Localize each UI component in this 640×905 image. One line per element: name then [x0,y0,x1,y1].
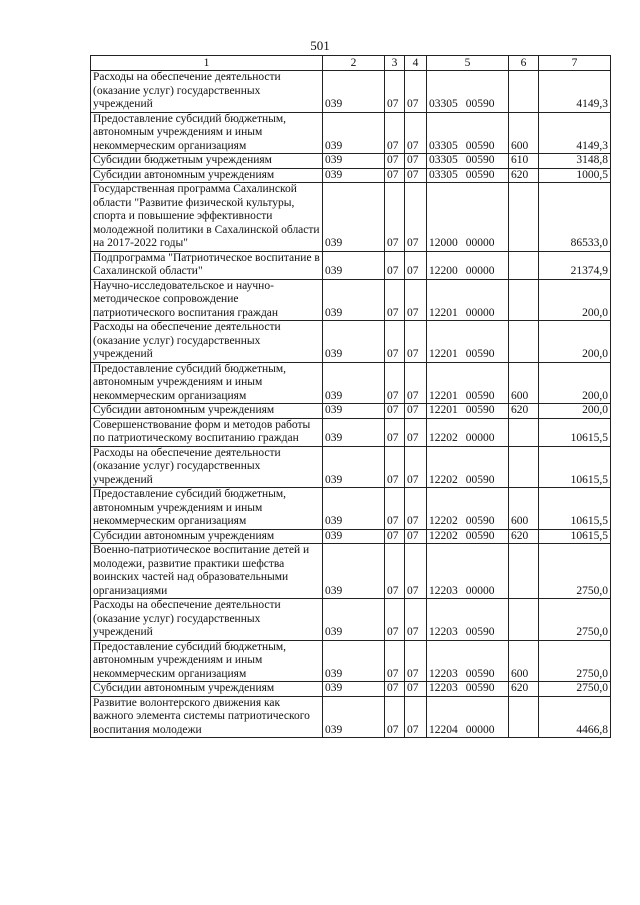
table-row [91,321,611,363]
row-target-code-program: 12201 [429,348,458,360]
row-code-6 [509,321,539,363]
row-code-2: 039 [323,112,385,154]
row-amount: 2750,0 [539,682,611,697]
header-row [91,56,611,71]
row-code-3: 07 [385,640,405,682]
row-description: Предоставление субсидий бюджетным, автономным учреждениям и иным некоммерческим организациям [91,112,323,154]
row-description: Субсидии автономным учреждениям [91,682,323,697]
row-target-code [427,71,509,113]
row-amount: 200,0 [539,362,611,404]
row-target-code-direction: 00590 [465,389,495,402]
row-code-4: 07 [405,168,427,183]
row-code-4: 07 [405,682,427,697]
row-target-code-direction: 00590 [465,529,495,542]
row-code-2: 039 [323,251,385,279]
row-target-code [427,321,509,363]
row-target-code-program: 12203 [429,682,458,694]
row-code-4: 07 [405,321,427,363]
row-description: Предоставление субсидий бюджетным, автономным учреждениям и иным некоммерческим организациям [91,362,323,404]
row-target-code-program: 12201 [429,389,458,402]
column-header-5: 5 [427,56,509,71]
row-target-code-direction: 00590 [465,473,495,486]
row-target-code [427,640,509,682]
row-description: Научно-исследовательское и научно-методическое сопровождение патриотического воспитания граждан [91,279,323,321]
row-code-6: 620 [509,168,539,183]
table-row [91,682,611,697]
row-target-code-program: 12202 [429,515,458,527]
row-target-code [427,404,509,419]
row-target-code-direction: 00590 [465,515,495,527]
row-code-3: 07 [385,71,405,113]
row-code-3: 07 [385,446,405,488]
row-code-6: 600 [509,488,539,530]
row-code-6 [509,251,539,279]
row-target-code-program: 03305 [429,168,458,181]
row-code-3: 07 [385,183,405,252]
row-target-code [427,529,509,544]
column-header-6: 6 [509,56,539,71]
row-code-2: 039 [323,418,385,446]
row-code-2: 039 [323,544,385,599]
row-code-2: 039 [323,640,385,682]
budget-table [90,55,611,738]
row-description: Расходы на обеспечение деятельности (оказание услуг) государственных учреждений [91,321,323,363]
row-code-2: 039 [323,599,385,641]
row-target-code-program: 12200 [429,265,458,277]
row-code-6 [509,696,539,738]
row-amount: 4466,8 [539,696,611,738]
row-target-code [427,446,509,488]
row-description: Государственная программа Сахалинской области "Развитие физической культуры, спорта и повышение эффективности молодежной политики в Сахалинской области на 2017-2022 годы" [91,183,323,252]
row-target-code-program: 12202 [429,432,458,444]
row-description: Расходы на обеспечение деятельности (оказание услуг) государственных учреждений [91,599,323,641]
row-code-2: 039 [323,446,385,488]
row-amount: 200,0 [539,404,611,419]
table-row [91,404,611,419]
row-description: Расходы на обеспечение деятельности (оказание услуг) государственных учреждений [91,71,323,113]
row-target-code-program: 12203 [429,667,458,680]
table-row [91,154,611,169]
table-row [91,599,611,641]
row-target-code-direction: 00590 [465,98,495,110]
row-code-4: 07 [405,529,427,544]
row-target-code-direction: 00590 [465,348,495,360]
row-target-code-direction: 00000 [465,432,495,444]
row-amount: 86533,0 [539,183,611,252]
row-amount: 10615,5 [539,418,611,446]
row-code-6 [509,599,539,641]
row-code-3: 07 [385,279,405,321]
row-code-2: 039 [323,529,385,544]
row-target-code [427,154,509,169]
row-description: Субсидии автономным учреждениям [91,529,323,544]
row-description: Развитие волонтерского движения как важного элемента системы патриотического воспитания молодежи [91,696,323,738]
row-code-6 [509,446,539,488]
row-target-code-direction: 00590 [465,139,495,152]
row-amount: 10615,5 [539,529,611,544]
row-code-4: 07 [405,544,427,599]
row-description: Подпрограмма "Патриотическое воспитание в Сахалинской области" [91,251,323,279]
row-code-6 [509,183,539,252]
row-target-code-direction: 00000 [465,723,495,736]
row-target-code-direction: 00000 [465,584,495,597]
row-code-3: 07 [385,696,405,738]
row-target-code-program: 12201 [429,306,458,319]
row-code-4: 07 [405,279,427,321]
page-number: 501 [310,38,330,53]
row-code-3: 07 [385,418,405,446]
row-target-code-program: 03305 [429,139,458,152]
row-code-3: 07 [385,488,405,530]
column-header-3: 3 [385,56,405,71]
row-code-2: 039 [323,488,385,530]
row-code-4: 07 [405,362,427,404]
table-row [91,251,611,279]
row-code-4: 07 [405,446,427,488]
row-target-code [427,696,509,738]
row-code-4: 07 [405,696,427,738]
table-row [91,640,611,682]
row-target-code-program: 12202 [429,473,458,486]
row-code-2: 039 [323,168,385,183]
row-code-4: 07 [405,183,427,252]
row-amount: 2750,0 [539,599,611,641]
row-code-4: 07 [405,71,427,113]
row-description: Расходы на обеспечение деятельности (оказание услуг) государственных учреждений [91,446,323,488]
row-amount: 200,0 [539,279,611,321]
row-code-6: 620 [509,529,539,544]
row-amount: 10615,5 [539,488,611,530]
column-header-4: 4 [405,56,427,71]
table-row [91,168,611,183]
row-code-4: 07 [405,418,427,446]
row-code-2: 039 [323,183,385,252]
row-target-code [427,362,509,404]
row-target-code-program: 12202 [429,529,458,542]
row-code-4: 07 [405,599,427,641]
row-target-code-direction: 00590 [465,667,495,680]
row-code-2: 039 [323,404,385,419]
row-code-6: 620 [509,682,539,697]
row-code-2: 039 [323,279,385,321]
row-code-6 [509,544,539,599]
row-target-code [427,544,509,599]
table-body [91,71,611,738]
row-amount: 21374,9 [539,251,611,279]
row-code-6: 610 [509,154,539,169]
row-code-3: 07 [385,321,405,363]
row-code-3: 07 [385,404,405,419]
row-code-3: 07 [385,682,405,697]
row-description: Субсидии автономным учреждениям [91,404,323,419]
row-code-6: 600 [509,362,539,404]
row-amount: 2750,0 [539,640,611,682]
row-target-code-direction: 00590 [465,682,495,694]
row-code-3: 07 [385,251,405,279]
row-code-6: 600 [509,112,539,154]
row-description: Предоставление субсидий бюджетным, автономным учреждениям и иным некоммерческим организациям [91,488,323,530]
row-target-code-program: 12204 [429,723,458,736]
row-target-code-direction: 00590 [465,154,495,166]
row-description: Военно-патриотическое воспитание детей и молодежи, развитие практики шефства воинских частей над образовательными организациями [91,544,323,599]
row-target-code-direction: 00590 [465,404,495,416]
table-row [91,446,611,488]
table-row [91,183,611,252]
row-code-3: 07 [385,529,405,544]
row-target-code [427,488,509,530]
row-target-code-direction: 00000 [465,265,495,277]
row-amount: 1000,5 [539,168,611,183]
row-target-code-direction: 00590 [465,168,495,181]
row-target-code [427,168,509,183]
row-code-2: 039 [323,71,385,113]
row-amount: 10615,5 [539,446,611,488]
row-target-code-program: 03305 [429,98,458,110]
row-description: Субсидии автономным учреждениям [91,168,323,183]
table-row [91,488,611,530]
row-description: Предоставление субсидий бюджетным, автономным учреждениям и иным некоммерческим организациям [91,640,323,682]
row-target-code [427,599,509,641]
row-target-code-direction: 00590 [465,626,495,638]
column-header-1: 1 [91,56,323,71]
row-code-4: 07 [405,251,427,279]
row-code-2: 039 [323,321,385,363]
row-code-4: 07 [405,640,427,682]
row-code-4: 07 [405,488,427,530]
row-code-4: 07 [405,112,427,154]
row-target-code [427,279,509,321]
row-target-code-program: 12203 [429,626,458,638]
table-row [91,71,611,113]
row-description: Субсидии бюджетным учреждениям [91,154,323,169]
row-code-2: 039 [323,696,385,738]
column-header-2: 2 [323,56,385,71]
row-code-3: 07 [385,544,405,599]
row-target-code [427,183,509,252]
row-target-code [427,251,509,279]
table-row [91,418,611,446]
row-code-4: 07 [405,154,427,169]
row-code-2: 039 [323,154,385,169]
row-code-6: 620 [509,404,539,419]
row-amount: 200,0 [539,321,611,363]
row-code-3: 07 [385,362,405,404]
row-target-code-direction: 00000 [465,306,495,319]
row-code-2: 039 [323,362,385,404]
column-header-7: 7 [539,56,611,71]
row-code-6: 600 [509,640,539,682]
row-code-6 [509,71,539,113]
row-target-code [427,418,509,446]
row-code-3: 07 [385,168,405,183]
row-amount: 3148,8 [539,154,611,169]
row-amount: 4149,3 [539,71,611,113]
row-description: Совершенствование форм и методов работы по патриотическому воспитанию граждан [91,418,323,446]
row-code-3: 07 [385,154,405,169]
row-amount: 4149,3 [539,112,611,154]
row-amount: 2750,0 [539,544,611,599]
row-code-3: 07 [385,599,405,641]
row-target-code-direction: 00000 [465,237,495,249]
row-code-4: 07 [405,404,427,419]
row-target-code [427,682,509,697]
table-row [91,112,611,154]
row-target-code [427,112,509,154]
row-target-code-program: 12201 [429,404,458,416]
row-target-code-program: 03305 [429,154,458,166]
row-code-2: 039 [323,682,385,697]
table-row [91,362,611,404]
table-row [91,696,611,738]
row-target-code-program: 12000 [429,237,458,249]
row-code-6 [509,279,539,321]
row-target-code-program: 12203 [429,584,458,597]
table-row [91,529,611,544]
row-code-3: 07 [385,112,405,154]
row-code-6 [509,418,539,446]
table-row [91,544,611,599]
table-row [91,279,611,321]
